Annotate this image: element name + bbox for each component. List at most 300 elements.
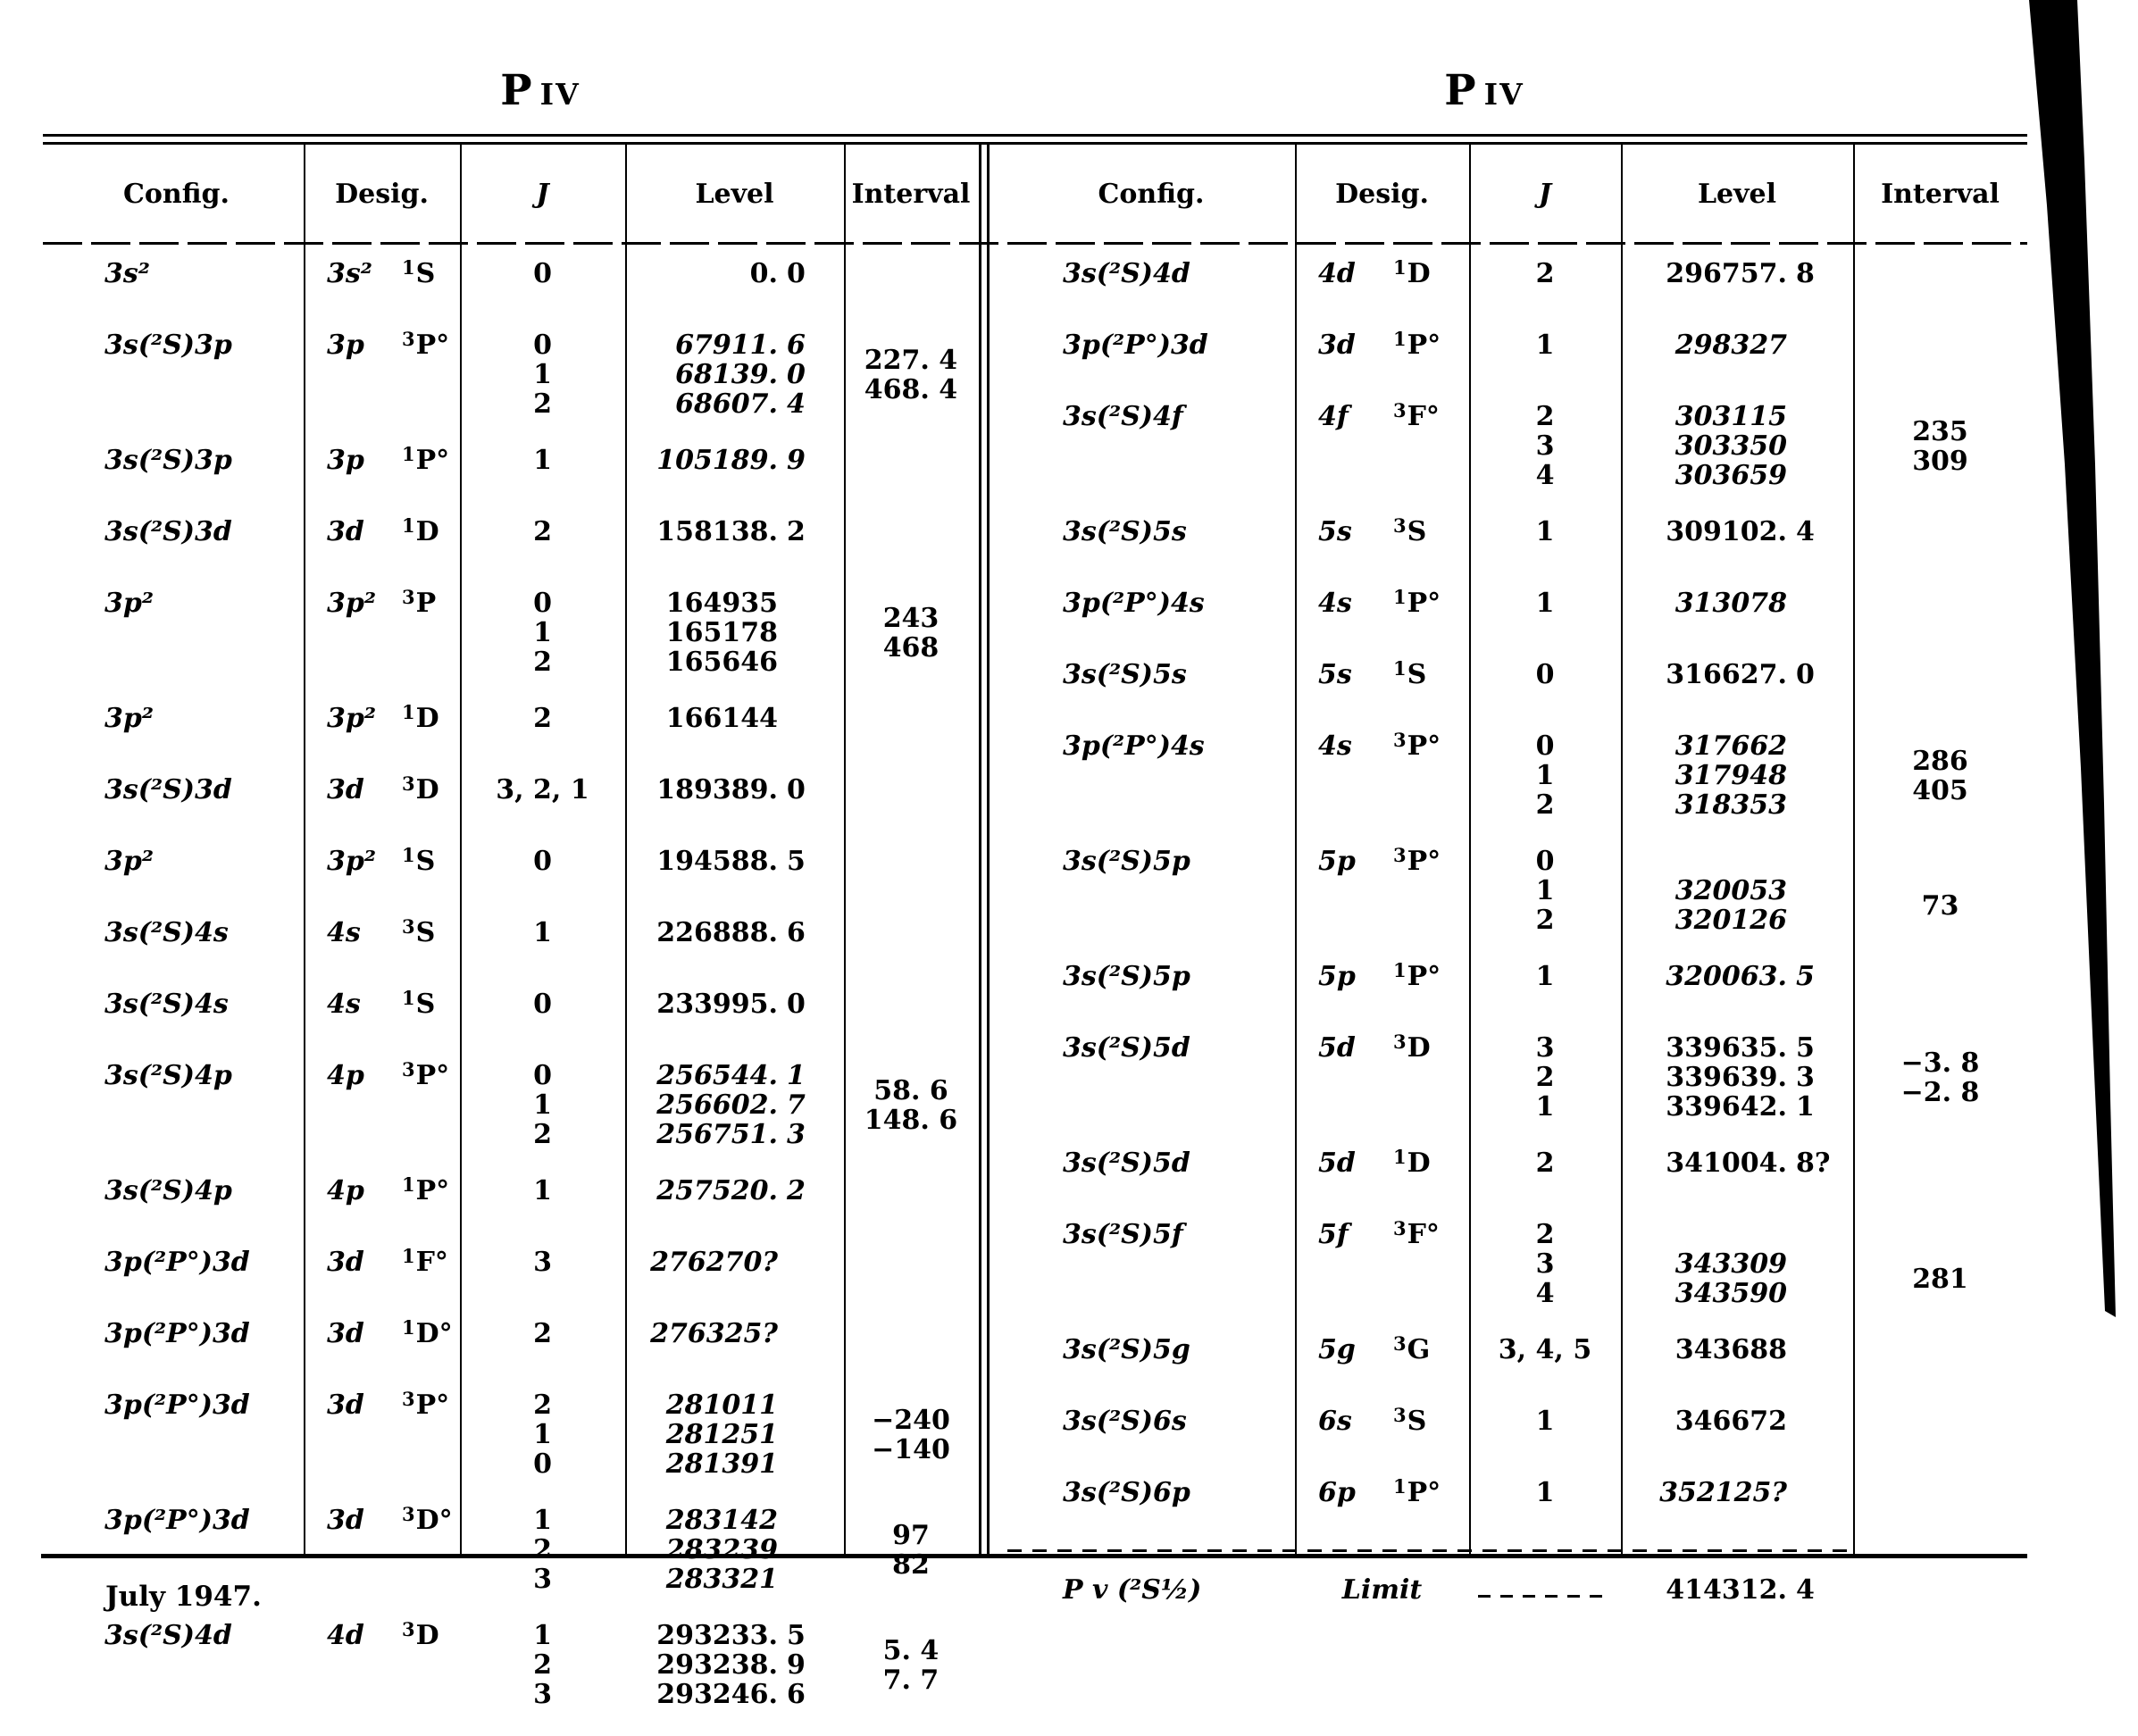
- level-decimal-part: [778, 618, 837, 647]
- level-value: [625, 446, 844, 475]
- j-cell: [460, 1390, 625, 1479]
- level-decimal-part: [1787, 1406, 1846, 1436]
- level-value: [1621, 660, 1853, 689]
- level-decimal-part: 1: [787, 1060, 806, 1091]
- desig-cell: [1295, 588, 1469, 633]
- desig-cell: [1295, 1575, 1469, 1620]
- table-row: [49, 443, 978, 490]
- interval-cell: [844, 446, 978, 490]
- j-value: 1: [533, 1505, 552, 1536]
- level-decimal-part: 4: [787, 388, 806, 420]
- term-letter: P°: [415, 1390, 450, 1421]
- config-cell: 3s(²S)3d: [104, 774, 232, 805]
- level-integer-part: 226888.: [656, 917, 778, 948]
- level-decimal-part: [1787, 906, 1846, 935]
- term-letter: S: [415, 989, 436, 1020]
- config-cell: 3s(²S)3d: [104, 516, 232, 547]
- config-cell: 3s(²S)5g: [1063, 1334, 1190, 1365]
- level-decimal-part: 8?: [1796, 1148, 1831, 1179]
- column-header-desig: Desig.: [1335, 179, 1429, 210]
- term-multiplicity-superscript: 3: [1393, 844, 1407, 866]
- desig-symbol: 3p²: [327, 588, 376, 619]
- desig-cell: [1295, 1033, 1469, 1122]
- level-integer-part: 164935: [665, 588, 778, 619]
- term-multiplicity-superscript: 3: [1393, 1031, 1407, 1053]
- interval-value: 97: [892, 1520, 930, 1551]
- level-value: [625, 1319, 844, 1348]
- level-decimal-part: 9: [787, 1649, 806, 1681]
- interval-value: 227. 4: [864, 345, 958, 376]
- table-row: [1007, 1406, 2027, 1451]
- interval-cell: [844, 588, 978, 677]
- interval-cell: [844, 330, 978, 419]
- level-integer-part: 293238.: [656, 1649, 778, 1681]
- j-cell: [1469, 1220, 1621, 1308]
- config-cell: 3s(²S)4p: [104, 1060, 232, 1091]
- title-ionization-numeral: IV: [539, 77, 580, 112]
- j-value: 3: [533, 1679, 552, 1710]
- desig-cell: [1295, 844, 1469, 935]
- level-integer-part: 339635.: [1666, 1032, 1787, 1064]
- j-cell: [1469, 847, 1621, 935]
- table-row: [1007, 1475, 2027, 1523]
- j-cell: [1469, 962, 1621, 1006]
- desig-cell: [304, 844, 460, 891]
- term-multiplicity-superscript: 3: [402, 1388, 415, 1410]
- config-cell: 3s(²S)4s: [104, 989, 229, 1020]
- j-cell: [460, 847, 625, 891]
- level-integer-part: 303659: [1674, 460, 1787, 491]
- level-value: [1621, 962, 1853, 991]
- top-double-rule-upper: [43, 134, 2027, 137]
- j-cell: [1469, 588, 1621, 633]
- j-value: 0: [533, 330, 552, 361]
- term-multiplicity-superscript: 1: [402, 443, 415, 465]
- j-cell: [1469, 330, 1621, 375]
- top-double-rule-lower: [43, 142, 2027, 145]
- j-value: 0: [533, 258, 552, 289]
- config-cell: 3p²: [104, 588, 154, 619]
- interval-cell: [844, 1319, 978, 1364]
- j-value: 4: [1535, 460, 1555, 491]
- config-cell: 3s(²S)4f: [1063, 401, 1183, 432]
- level-value: [625, 1680, 844, 1709]
- desig-symbol: 4d: [1318, 258, 1356, 289]
- j-value: 1: [1535, 1477, 1555, 1508]
- term-letter: S: [415, 846, 436, 877]
- term-letter: S: [415, 917, 436, 948]
- term-multiplicity-superscript: 1: [1393, 586, 1407, 608]
- j-cell: [1469, 1148, 1621, 1193]
- j-value: 1: [1535, 330, 1555, 361]
- level-value: [1621, 588, 1853, 618]
- term-multiplicity-superscript: 3: [1393, 1404, 1407, 1426]
- j-value: 2: [533, 1534, 552, 1565]
- level-cell: [625, 588, 844, 677]
- level-cell: [625, 1319, 844, 1364]
- level-decimal-part: [1787, 790, 1846, 820]
- config-cell: 3p(²P°)3d: [1063, 330, 1208, 361]
- level-integer-part: 346672: [1674, 1406, 1787, 1437]
- level-decimal-part: [778, 1449, 837, 1479]
- desig-symbol: 6s: [1318, 1406, 1352, 1437]
- j-value: 0: [533, 588, 552, 619]
- term-multiplicity-superscript: 1: [402, 514, 415, 537]
- j-cell: [1469, 1335, 1621, 1380]
- desig-cell: [1295, 514, 1469, 562]
- level-integer-part: 298327: [1674, 330, 1787, 361]
- level-value: [625, 1061, 844, 1090]
- column-header-interval: Interval: [1881, 179, 2000, 210]
- config-cell: 3s(²S)5f: [1063, 1219, 1183, 1250]
- j-value: 2: [533, 1119, 552, 1150]
- column-header-j: J: [536, 179, 549, 210]
- config-cell: 3p²: [104, 703, 154, 734]
- interval-value: −240: [872, 1405, 950, 1436]
- level-integer-part: 303115: [1674, 401, 1787, 432]
- desig-symbol: 5f: [1318, 1219, 1349, 1250]
- desig-symbol: 3p: [327, 330, 364, 361]
- level-integer-part: 281011: [665, 1390, 778, 1421]
- level-integer-part: 283142: [665, 1505, 778, 1536]
- level-value: [625, 330, 844, 360]
- level-cell: [1621, 1220, 1853, 1308]
- level-integer-part: 281251: [665, 1419, 778, 1450]
- interval-cell: [1853, 402, 2027, 490]
- j-value: 2: [1535, 1062, 1555, 1093]
- j-value: 2: [1535, 789, 1555, 821]
- j-value: 1: [1535, 1091, 1555, 1123]
- level-integer-part: 281391: [665, 1448, 778, 1480]
- level-decimal-part: 3: [787, 1119, 806, 1150]
- j-cell: [460, 775, 625, 820]
- term-letter: D°: [415, 1318, 453, 1349]
- j-value: 3: [1535, 1248, 1555, 1280]
- term-multiplicity-superscript: 1: [1393, 328, 1407, 350]
- level-value: [1621, 1092, 1853, 1122]
- j-cell: [1469, 259, 1621, 304]
- term-multiplicity-superscript: 3: [402, 915, 415, 938]
- interval-value: 468: [882, 632, 940, 664]
- interval-cell: [1853, 660, 2027, 705]
- level-integer-part: 343590: [1674, 1278, 1787, 1309]
- level-decimal-part: 0: [787, 258, 806, 289]
- column-header-interval: Interval: [851, 179, 971, 210]
- desig-cell: [1295, 399, 1469, 490]
- level-cell: [1621, 1406, 1853, 1451]
- column-header-level: Level: [695, 179, 774, 210]
- term-multiplicity-superscript: 1: [402, 1316, 415, 1339]
- interval-cell: [844, 918, 978, 963]
- level-value: [1621, 461, 1853, 490]
- j-value: 1: [1535, 516, 1555, 547]
- level-decimal-part: [1787, 731, 1846, 761]
- interval-cell: [1853, 1220, 2027, 1308]
- level-integer-part: 352125?: [1659, 1477, 1787, 1508]
- interval-cell: [844, 775, 978, 820]
- level-integer-part: 165646: [665, 647, 778, 678]
- j-value: 3, 4, 5: [1498, 1334, 1592, 1365]
- level-cell: [1621, 259, 1853, 304]
- table-row: [49, 1390, 978, 1479]
- table-row: [49, 701, 978, 748]
- desig-symbol: 3p²: [327, 703, 376, 734]
- table-row: [1007, 657, 2027, 705]
- desig-symbol: 4s: [327, 989, 361, 1020]
- level-integer-part: 276270?: [650, 1247, 778, 1278]
- level-cell: [1621, 402, 1853, 490]
- table-row: [1007, 588, 2027, 633]
- level-value: [625, 1120, 844, 1149]
- page-title-right: [1341, 66, 1627, 115]
- level-cell: [1621, 1575, 1853, 1620]
- term-letter: P: [415, 588, 437, 619]
- desig-cell: [304, 1316, 460, 1364]
- interval-cell: [844, 259, 978, 304]
- config-cell: 3s(²S)6s: [1063, 1406, 1187, 1437]
- interval-value: 148. 6: [864, 1105, 958, 1136]
- term-letter: P°: [1407, 846, 1441, 877]
- interval-cell: [844, 1390, 978, 1479]
- term-multiplicity-superscript: 1: [1393, 1146, 1407, 1168]
- level-integer-part: 320126: [1674, 905, 1787, 936]
- table-row: [1007, 1217, 2027, 1309]
- desig-cell: [304, 1390, 460, 1479]
- config-cell: 3s(²S)4d: [1063, 258, 1190, 289]
- level-integer-part: 296757.: [1666, 258, 1787, 289]
- interval-cell: [1853, 259, 2027, 304]
- term-letter: P°: [1407, 588, 1441, 619]
- level-value: [625, 918, 844, 947]
- term-letter: D: [415, 703, 439, 734]
- j-cell: [460, 1176, 625, 1221]
- desig-cell: [304, 1503, 460, 1594]
- term-letter: P°: [1407, 961, 1441, 992]
- level-cell: [625, 1248, 844, 1292]
- desig-symbol: 3d: [327, 516, 364, 547]
- level-integer-part: 256751.: [656, 1119, 778, 1150]
- level-cell: [625, 775, 844, 820]
- desig-cell: [1295, 330, 1469, 375]
- level-value: [625, 1565, 844, 1594]
- desig-cell: [304, 1058, 460, 1149]
- level-decimal-part: [778, 647, 837, 677]
- desig-symbol: 5s: [1318, 659, 1352, 690]
- level-decimal-part: [1787, 1279, 1846, 1308]
- level-decimal-part: [1787, 402, 1846, 431]
- table-row: [1007, 330, 2027, 375]
- term-letter: P°: [415, 1175, 450, 1206]
- j-value: 0: [533, 846, 552, 877]
- desig-symbol: 3p: [327, 445, 364, 476]
- level-decimal-part: 4: [1796, 1574, 1815, 1606]
- j-cell: [460, 704, 625, 748]
- term-multiplicity-superscript: 3: [1393, 514, 1407, 537]
- desig-symbol: 4f: [1318, 401, 1349, 432]
- level-decimal-part: 7: [787, 1089, 806, 1121]
- term-letter: D: [415, 516, 439, 547]
- term-multiplicity-superscript: 1: [1393, 959, 1407, 981]
- level-integer-part: 283239: [665, 1534, 778, 1565]
- table-body: [1007, 243, 2027, 1620]
- level-cell: [625, 446, 844, 490]
- level-value: [625, 1390, 844, 1420]
- desig-cell: [304, 256, 460, 304]
- j-value: 3: [1535, 430, 1555, 462]
- column-header-config: Config.: [1098, 179, 1205, 210]
- level-value: [1621, 431, 1853, 461]
- level-value: [625, 360, 844, 389]
- page-title-left: [397, 66, 683, 115]
- desig-cell: [304, 989, 460, 1034]
- interval-cell: [844, 1061, 978, 1149]
- interval-value: 286: [1912, 746, 1968, 777]
- level-integer-part: 317948: [1674, 760, 1787, 791]
- term-letter: S: [1407, 1406, 1427, 1437]
- term-letter: P°: [415, 445, 450, 476]
- j-value: 1: [533, 445, 552, 476]
- interval-value: 235: [1912, 416, 1968, 447]
- level-cell: [1621, 1335, 1853, 1380]
- level-decimal-part: [1787, 588, 1846, 618]
- level-value: [1621, 402, 1853, 431]
- level-cell: [1621, 1478, 1853, 1523]
- j-cell: [460, 330, 625, 419]
- j-value: 1: [533, 1419, 552, 1450]
- level-cell: [1621, 1033, 1853, 1122]
- term-multiplicity-superscript: 1: [402, 1245, 415, 1267]
- desig-symbol: 4p: [327, 1175, 364, 1206]
- j-cell: [460, 918, 625, 963]
- level-integer-part: 320053: [1674, 875, 1787, 906]
- j-value: 2: [533, 703, 552, 734]
- j-value: 0: [533, 1060, 552, 1091]
- term-letter: P°: [1407, 730, 1441, 762]
- level-value: [1621, 1406, 1853, 1436]
- level-value: [1621, 1033, 1853, 1063]
- j-value: 1: [1535, 875, 1555, 906]
- level-decimal-part: 6: [787, 330, 806, 361]
- level-value: [625, 389, 844, 419]
- desig-cell: [1295, 256, 1469, 304]
- level-value: [625, 1176, 844, 1206]
- term-letter: P°: [1407, 330, 1441, 361]
- table-header-row: [1007, 146, 2027, 243]
- level-decimal-part: [778, 1420, 837, 1449]
- interval-cell: [1853, 330, 2027, 375]
- j-value: 1: [533, 1620, 552, 1651]
- desig-cell: [1295, 731, 1469, 820]
- config-cell: 3p(²P°)4s: [1063, 730, 1205, 762]
- level-value: [1621, 1220, 1853, 1249]
- j-cell: [460, 1061, 625, 1149]
- interval-cell: [844, 517, 978, 562]
- desig-cell: [1295, 1332, 1469, 1380]
- desig-symbol: 5p: [1318, 846, 1356, 877]
- config-cell: 3s(²S)3p: [104, 445, 232, 476]
- j-cell: [460, 259, 625, 304]
- j-value: 2: [533, 647, 552, 678]
- level-value: [1621, 1478, 1853, 1507]
- level-integer-part: 165178: [665, 617, 778, 648]
- level-decimal-part: [778, 1319, 837, 1348]
- level-integer-part: 303350: [1674, 430, 1787, 462]
- desig-symbol: 5p: [1318, 961, 1356, 992]
- desig-symbol: 3d: [327, 1247, 364, 1278]
- j-value: 2: [533, 388, 552, 420]
- level-value: [625, 989, 844, 1019]
- table-row: [1007, 514, 2027, 562]
- level-integer-part: 189389.: [656, 774, 778, 805]
- term-letter: S: [1407, 659, 1427, 690]
- term-multiplicity-superscript: 1: [1393, 1475, 1407, 1498]
- desig-symbol: 3d: [327, 1318, 364, 1349]
- level-cell: [1621, 847, 1853, 935]
- spectral-table-left: [49, 146, 978, 1736]
- level-integer-part: 166144: [665, 703, 778, 734]
- desig-cell: [304, 330, 460, 419]
- j-cell: [1469, 402, 1621, 490]
- level-cell: [625, 259, 844, 304]
- table-header-row: [49, 146, 978, 243]
- j-value: 4: [1535, 1278, 1555, 1309]
- level-decimal-part: 6: [787, 917, 806, 948]
- title-element-symbol: P: [500, 66, 532, 115]
- interval-value: 468. 4: [864, 374, 958, 405]
- term-letter: D: [415, 774, 439, 805]
- level-value: [1621, 259, 1853, 288]
- level-value: [625, 704, 844, 733]
- term-letter: P°: [1407, 1477, 1441, 1508]
- level-integer-part: 283321: [665, 1564, 778, 1595]
- level-decimal-part: 3: [1796, 1062, 1815, 1093]
- level-value: [625, 1650, 844, 1680]
- term-letter: F°: [1407, 401, 1440, 432]
- j-value: 2: [1535, 258, 1555, 289]
- level-value: [625, 588, 844, 618]
- interval-cell: [1853, 1335, 2027, 1380]
- level-decimal-part: 2: [787, 1175, 806, 1206]
- level-decimal-part: [1787, 1478, 1846, 1507]
- config-cell: 3p(²P°)3d: [104, 1390, 250, 1421]
- interval-value: 7. 7: [882, 1665, 940, 1696]
- desig-cell: [304, 1245, 460, 1292]
- desig-symbol: 3p²: [327, 846, 376, 877]
- j-value: 2: [1535, 905, 1555, 936]
- level-decimal-part: [1787, 461, 1846, 490]
- table-row: [49, 844, 978, 891]
- j-cell: [460, 989, 625, 1034]
- table-row: [1007, 1148, 2027, 1193]
- interval-value: 5. 4: [882, 1635, 940, 1666]
- interval-value: 281: [1912, 1264, 1968, 1295]
- desig-symbol: 4s: [1318, 730, 1352, 762]
- level-integer-part: 318353: [1674, 789, 1787, 821]
- table-row: [49, 588, 978, 677]
- config-cell: 3p(²P°)4s: [1063, 588, 1205, 619]
- term-letter: D: [1407, 258, 1431, 289]
- desig-symbol: 4d: [327, 1620, 364, 1651]
- table-row: [1007, 1033, 2027, 1122]
- desig-cell: [1295, 959, 1469, 1006]
- term-multiplicity-superscript: 3: [402, 1503, 415, 1525]
- level-integer-part: 341004.: [1666, 1148, 1787, 1179]
- table-row: [1007, 256, 2027, 304]
- j-cell: [460, 1621, 625, 1709]
- table-row: [49, 989, 978, 1034]
- level-cell: [625, 1390, 844, 1479]
- term-letter: D: [1407, 1032, 1431, 1064]
